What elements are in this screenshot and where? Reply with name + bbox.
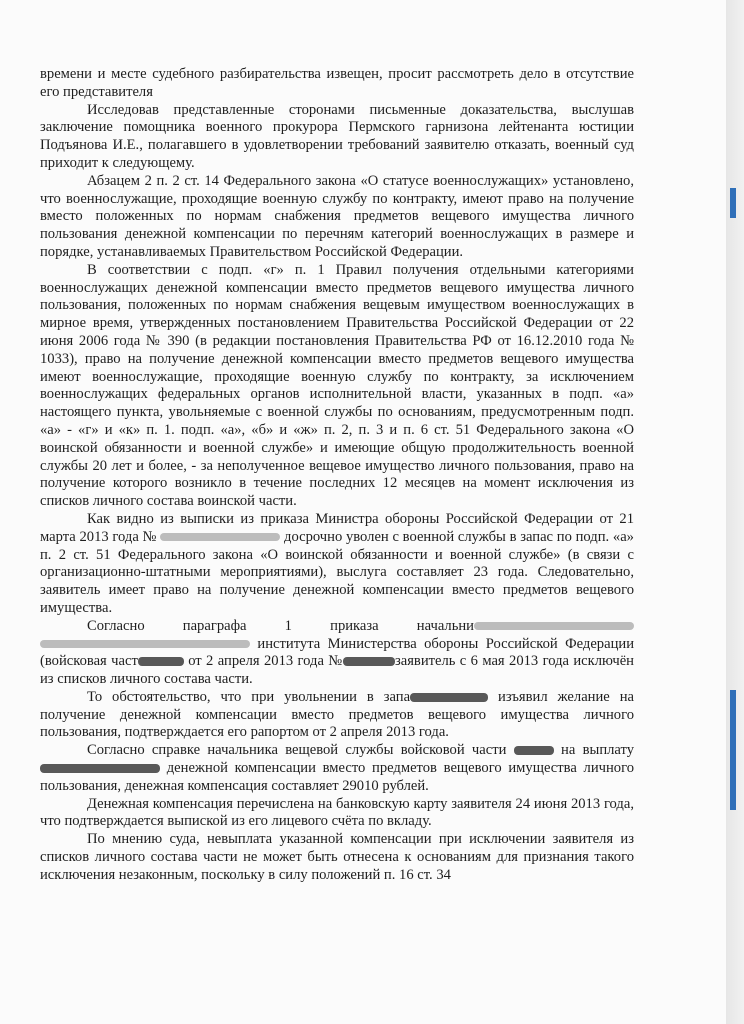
text-segment: института Министерства обороны Российской Федерации (войсковая част [40, 635, 635, 670]
text-segment: Согласно параграфа 1 приказа начальни [87, 617, 474, 634]
text-segment: заявитель с 6 мая 2013 года исключён из списков личного состава части. [40, 653, 634, 688]
paragraph: По мнению суда, невыплата указанной компенсации при исключении заявителя из списков личного состава части не может быть отнесена к основаниям для признания такого исключения незаконным, поскольку в силу положений п. 16 ст. 34 [40, 831, 634, 883]
text-segment: от 2 апреля 2013 года № [188, 653, 343, 670]
text-segment: денежной компенсации вместо предметов вещевого имущества личного пользования, денежная компенсация составляет 29010 рублей. [40, 760, 634, 794]
text-segment: на выплату [561, 742, 635, 759]
scan-mark [730, 690, 736, 810]
redaction [40, 764, 160, 773]
text-segment: Согласно справке начальника вещевой службы войсковой части [87, 742, 507, 759]
redaction [514, 746, 554, 755]
redaction [40, 640, 250, 648]
scan-mark [730, 188, 736, 218]
text-segment: То обстоятельство, что при увольнении в запа [87, 688, 411, 705]
redaction [160, 533, 280, 541]
text-segment: изъявил желание на получение денежной компенсации вместо предметов вещевого имущества личного пользования, подтверждается его рапортом от 2 апреля 2013 года. [40, 688, 634, 741]
paragraph: Исследовав представленные сторонами письменные доказательства, выслушав заключение помощника военного прокурора Пермского гарнизона лейтенанта юстиции Подъянова И.Е., полагавшего в удовлетворении требований заявителю отказать, военный суд приходит к следующему. [40, 101, 634, 171]
redaction [474, 622, 634, 630]
scan-edge [726, 0, 744, 1024]
document-body [40, 66, 634, 885]
paragraph: времени и месте судебного разбирательства извещен, просит рассмотреть дело в отсутствие его представителя [40, 66, 634, 100]
paragraph [40, 689, 634, 742]
paragraph: Денежная компенсация перечислена на банковскую карту заявителя 24 июня 2013 года, что подтверждается выпиской из его лицевого счёта по вкладу. [40, 795, 634, 830]
redaction [410, 693, 488, 702]
text-segment: Как видно из выписки из приказа Министра обороны Российской Федерации от 21 марта 2013 года № [40, 510, 634, 545]
redaction [343, 657, 395, 666]
paragraph: В соответствии с подп. «г» п. 1 Правил получения отдельными категориями военнослужащих денежной компенсации вместо предметов вещевого имущества личного пользования, положенных по нормам снабжения вещевым имуществом военнослужащих в мирное время, утвержденных постановлением Правительства Российской Федерации от 22 июня 2006 года № 390 (в редакции постановления Правительства РФ от 16.12.2010 года № 1033), право на получение денежной компенсации вместо предметов вещевого имущества имеют военнослужащие, проходящие военную службу по контракту, за исключением военнослужащих федеральных органов исполнительной власти, указанных в подп. «а» настоящего пункта, увольняемые с военной службы по основаниям, предусмотренным подп. «а» - «г» и «к» п. 1. подп. «а», «б» и «ж» п. 2, п. 3 и п. 6 ст. 51 Федерального закона «О воинской обязанности и военной службе» и имеющие общую продолжительность военной службы 20 лет и более, - за неполученное вещевое имущество личного пользования, право на получение которого возникло в течение последних 12 месяцев на момент исключения из списков личного состава воинской части. [40, 261, 634, 510]
paragraph [40, 618, 634, 689]
paragraph: Абзацем 2 п. 2 ст. 14 Федерального закона «О статусе военнослужащих» установлено, что военнослужащие, проходящие военную службу по контракту, имеют право на получение вместо положенных по нормам снабжения предметов вещевого имущества личного пользования денежной компенсации по перечням категорий военнослужащих в размере и порядке, устанавливаемых Правительством Российской Федерации. [40, 172, 634, 260]
text-segment: досрочно уволен с военной службы в запас по подп. «а» п. 2 ст. 51 Федерального закона «О воинской обязанности и военной службе» (в связи с организационно-штатными мероприятиями), выслуга составляет 23 года. Следовательно, заявитель имеет право на получение денежной компенсации вместо предметов вещевого имущества. [40, 528, 634, 616]
paragraph [40, 742, 634, 795]
redaction [138, 657, 184, 666]
paragraph [40, 511, 634, 618]
